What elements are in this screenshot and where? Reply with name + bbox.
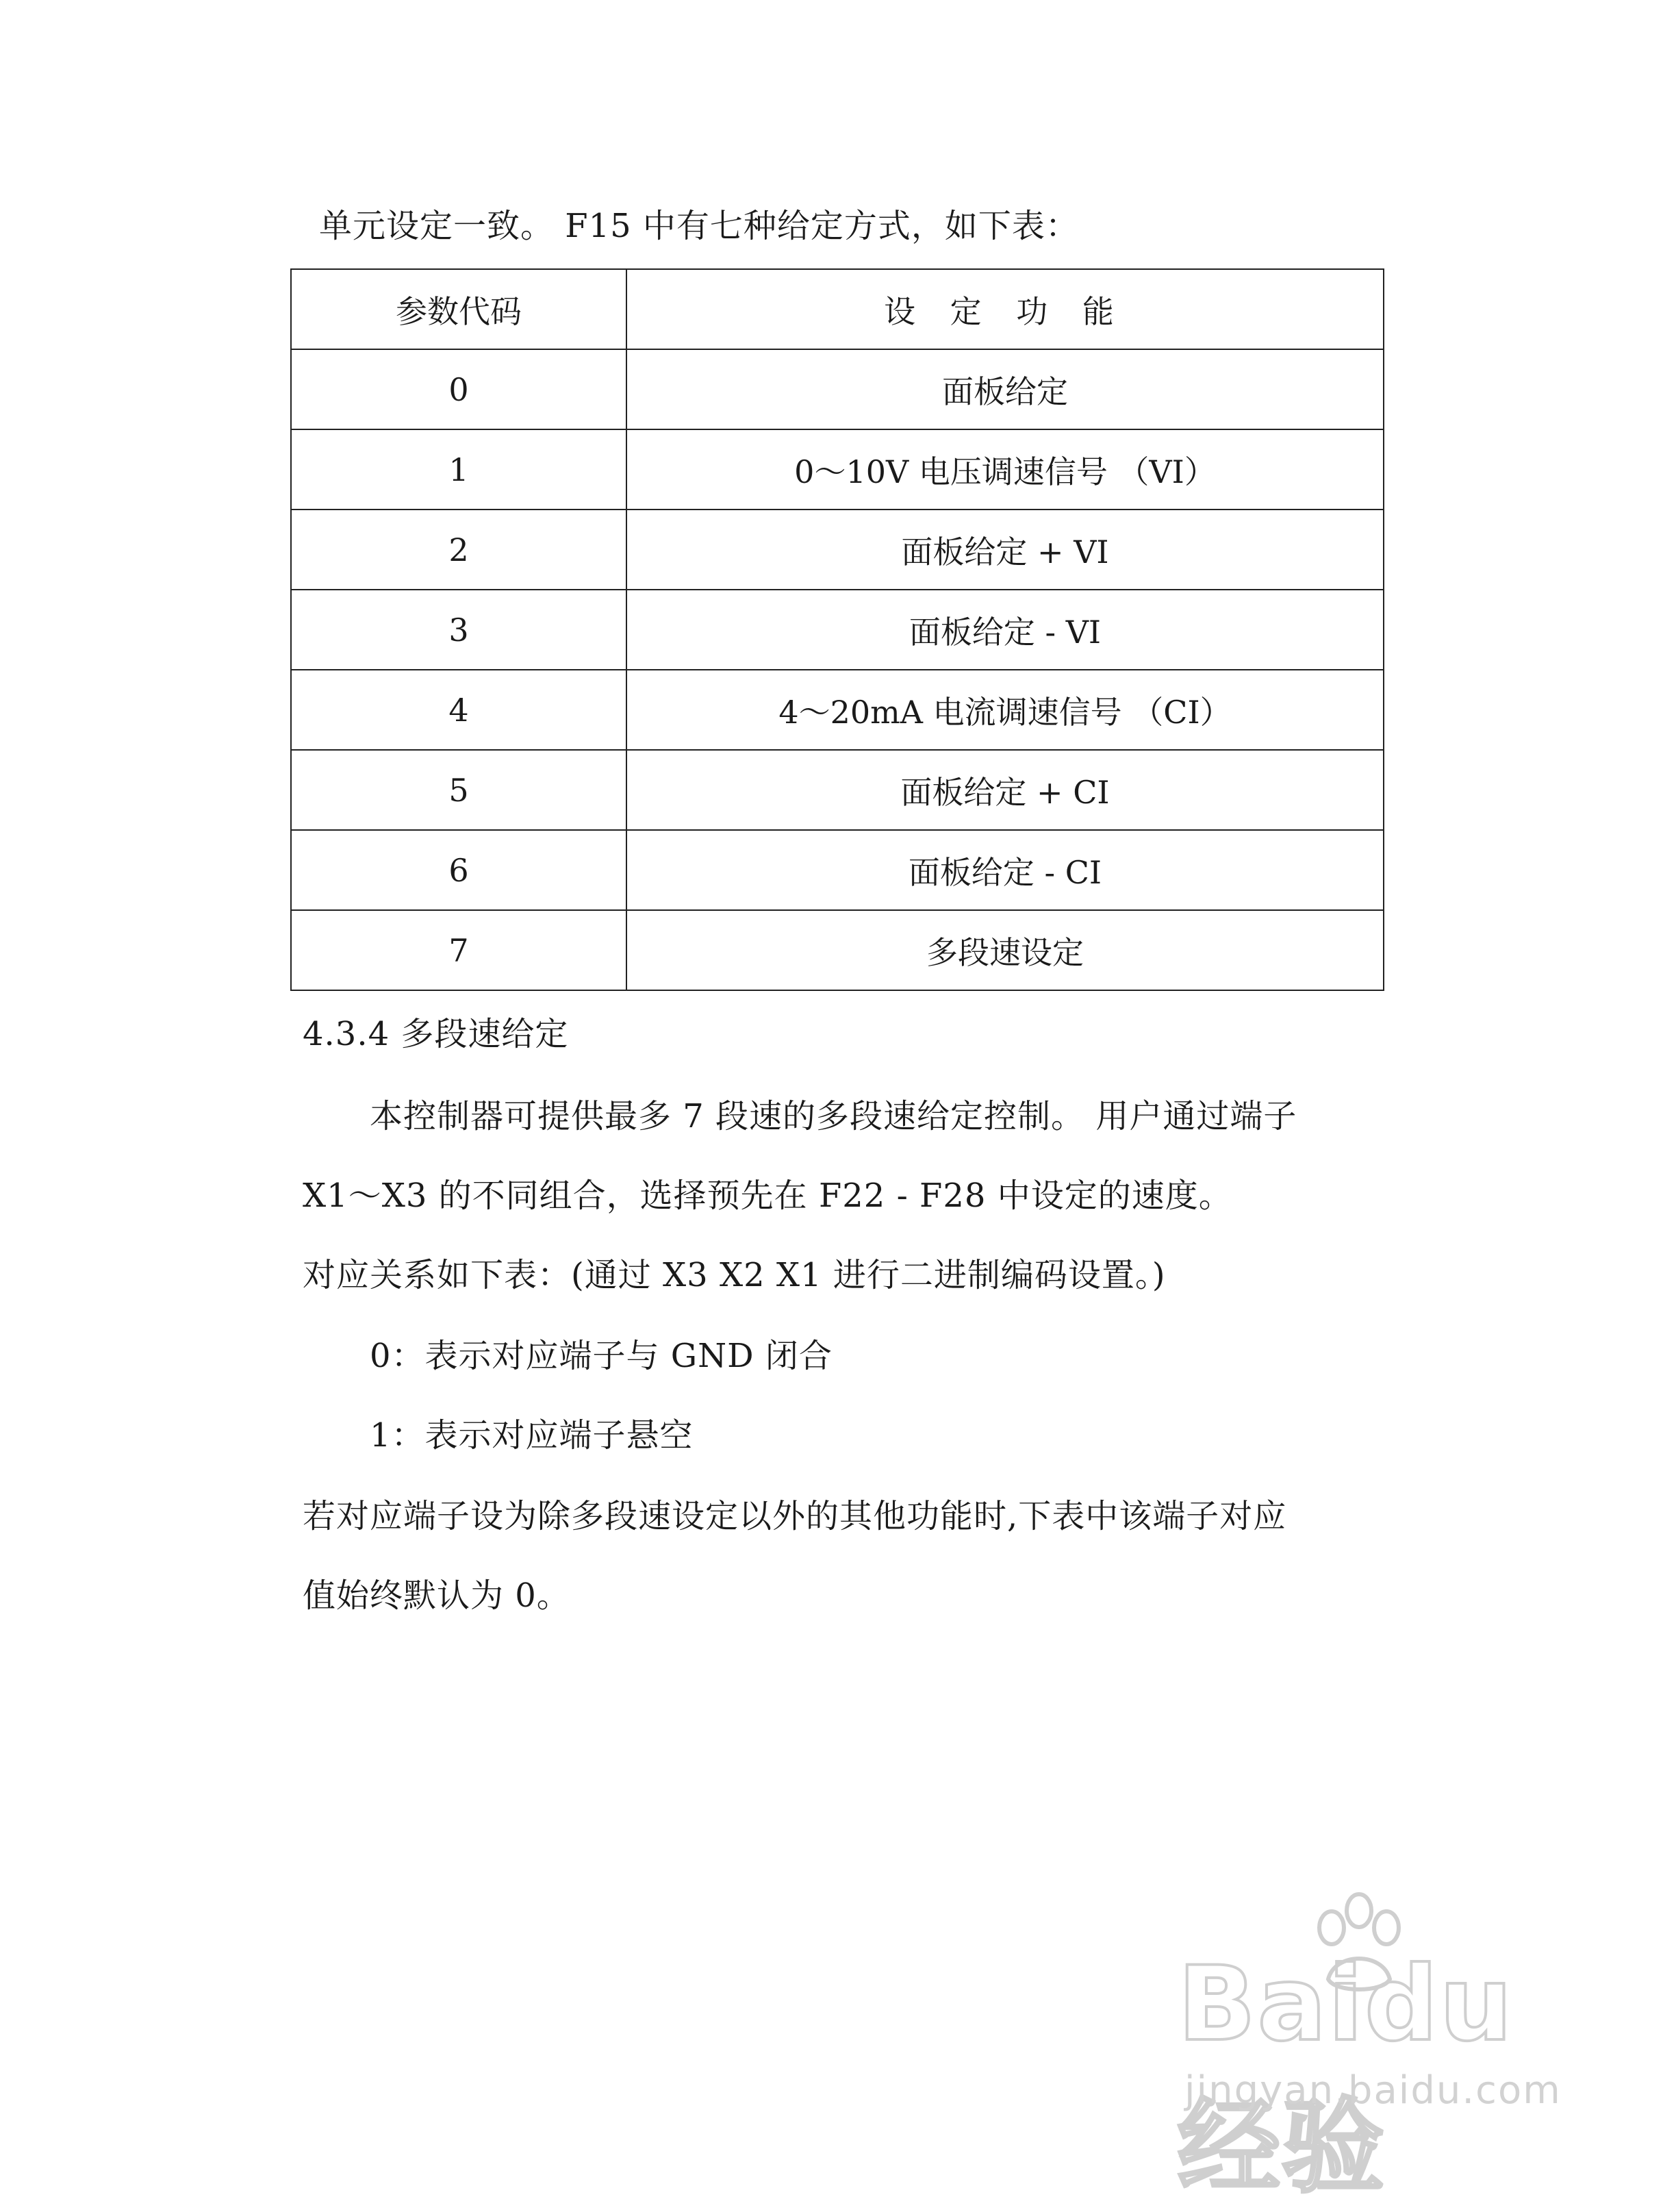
- baidu-watermark: [1178, 1890, 1602, 2207]
- paragraph-line: 值始终默认为 0。: [303, 1576, 570, 1615]
- intro-text: 单元设定一致。 F15 中有七种给定方式，如下表：: [319, 207, 1079, 245]
- table-row: [291, 510, 1384, 590]
- cell-code: 4: [291, 670, 626, 750]
- cell-code: 2: [291, 510, 626, 590]
- paragraph-line: 若对应端子设为除多段速设定以外的其他功能时,下表中该端子对应: [303, 1497, 1287, 1535]
- table-row: [291, 750, 1384, 830]
- paragraph-line: X1～X3 的不同组合，选择预先在 F22 - F28 中设定的速度。: [303, 1177, 1232, 1215]
- parameter-table: [290, 268, 1384, 991]
- cell-function: 面板给定 - VI: [626, 590, 1384, 670]
- table-row: [291, 670, 1384, 750]
- cell-code: 1: [291, 429, 626, 510]
- cell-code: 3: [291, 590, 626, 670]
- cell-code: 5: [291, 750, 626, 830]
- table-row: [291, 910, 1384, 990]
- list-item: 1：表示对应端子悬空: [370, 1416, 694, 1455]
- cell-function: 面板给定 + CI: [626, 750, 1384, 830]
- header-function: 设 定 功 能: [626, 269, 1384, 349]
- watermark-logo: Baidu经验: [1178, 1945, 1514, 2207]
- cell-function: 多段速设定: [626, 910, 1384, 990]
- cell-code: 7: [291, 910, 626, 990]
- section-heading: 4.3.4 多段速给定: [303, 1015, 569, 1053]
- table-row: [291, 830, 1384, 910]
- table-row: [291, 349, 1384, 429]
- paragraph-line: 对应关系如下表：(通过 X3 X2 X1 进行二进制编码设置。): [303, 1256, 1166, 1294]
- list-item: 0：表示对应端子与 GND 闭合: [370, 1337, 833, 1375]
- header-param-code: 参数代码: [291, 269, 626, 349]
- cell-function: 4～20mA 电流调速信号 （CI）: [626, 670, 1384, 750]
- paragraph-line: 本控制器可提供最多 7 段速的多段速给定控制。 用户通过端子: [370, 1097, 1297, 1135]
- table-row: [291, 590, 1384, 670]
- cell-code: 6: [291, 830, 626, 910]
- table-row: [291, 429, 1384, 510]
- watermark-url: jingyan.baidu.com: [1184, 2068, 1562, 2113]
- table-header-row: [291, 269, 1384, 349]
- cell-code: 0: [291, 349, 626, 429]
- cell-function: 面板给定 + VI: [626, 510, 1384, 590]
- cell-function: 面板给定: [626, 349, 1384, 429]
- cell-function: 面板给定 - CI: [626, 830, 1384, 910]
- cell-function: 0～10V 电压调速信号 （VI）: [626, 429, 1384, 510]
